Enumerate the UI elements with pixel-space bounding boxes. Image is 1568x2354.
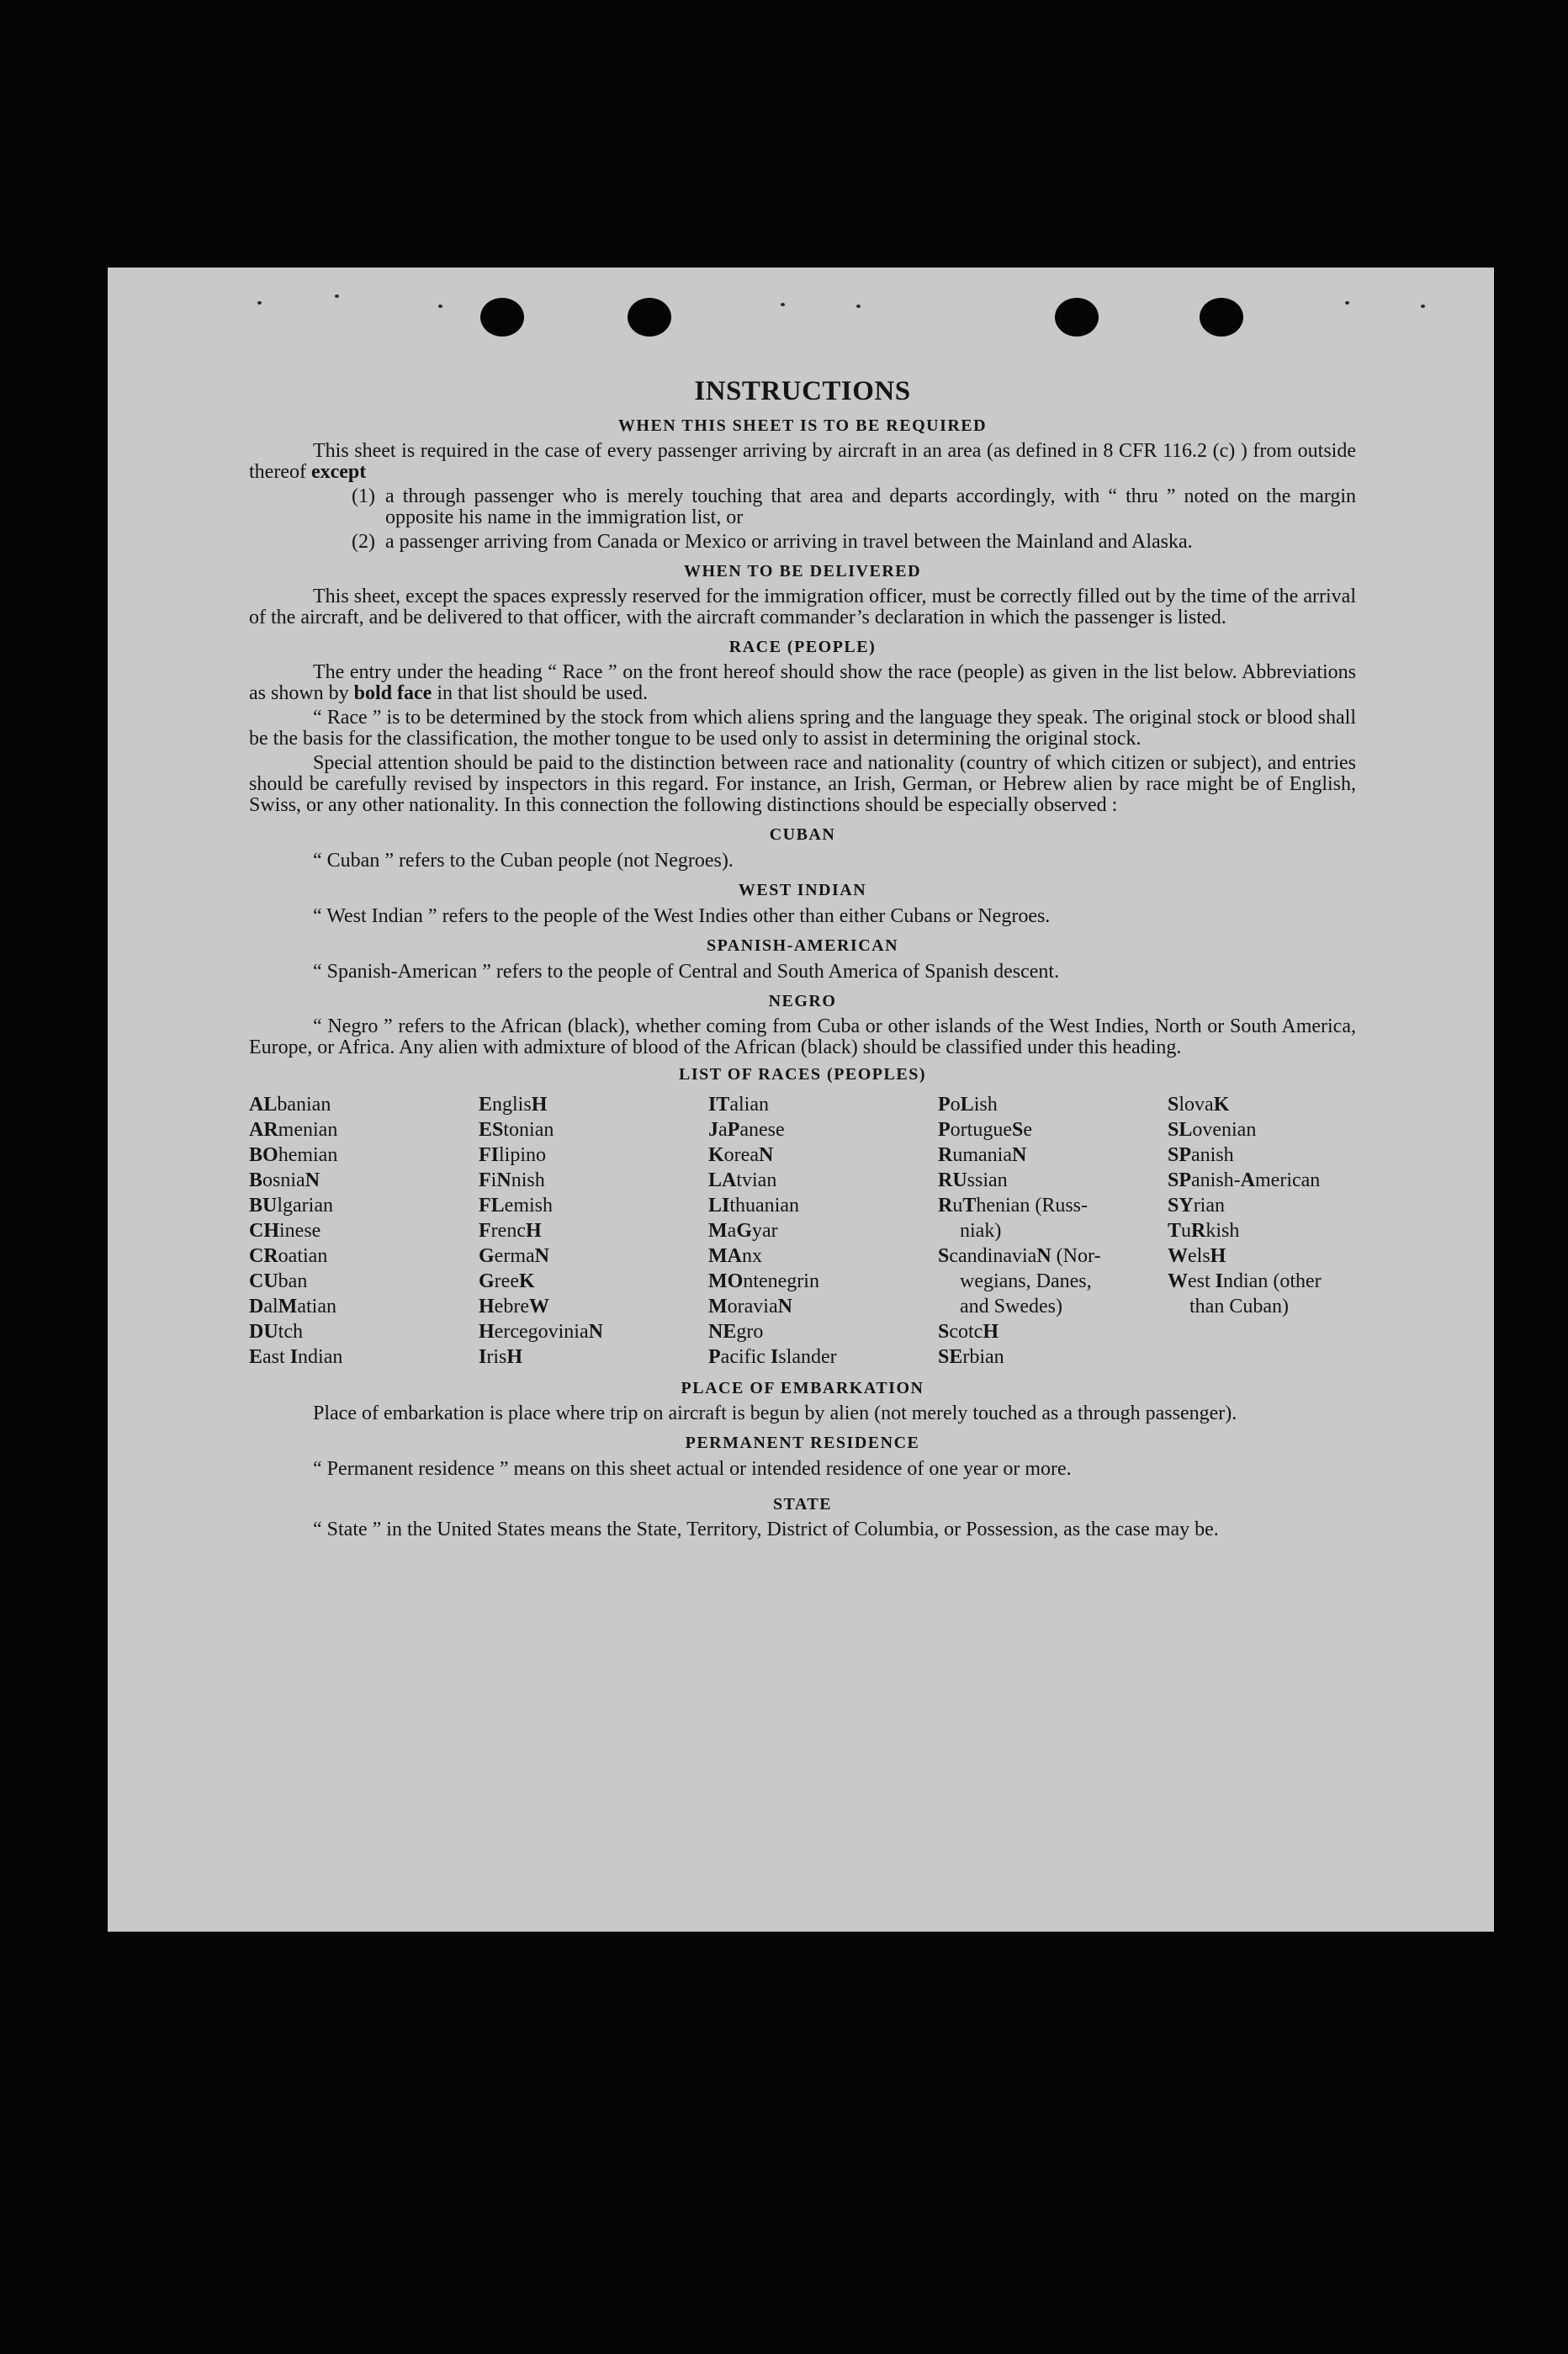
dust-speck (257, 301, 262, 305)
race-entry (708, 1243, 938, 1269)
race-abbrev: M (708, 1220, 728, 1242)
negro-text: “ Negro ” refers to the African (black), whether coming from Cuba or other islands of the West Indies, North or South America, Europe, or Africa. Any alien with admixture of blood of the African (black) should be classified under this heading. (249, 1015, 1356, 1058)
race-name-part: e (1023, 1119, 1032, 1141)
race-entry (249, 1344, 479, 1370)
dust-speck (781, 303, 785, 306)
race-entry (479, 1218, 708, 1243)
instructions-content (249, 375, 1356, 1540)
race-entry (249, 1243, 479, 1269)
race-entry (938, 1092, 1168, 1117)
race-abbrev: FL (479, 1195, 505, 1217)
race-abbrev: L (960, 1094, 974, 1116)
race-entry (249, 1092, 479, 1117)
punch-hole (628, 298, 671, 337)
exception-text: a passenger arriving from Canada or Mexico or arriving in travel between the Mainland and Alaska. (385, 531, 1193, 553)
race-entry (249, 1294, 479, 1319)
race-abbrev: MA (708, 1245, 742, 1267)
race-abbrev: AL (249, 1094, 278, 1116)
race-abbrev: IT (708, 1094, 730, 1116)
heading-list-of-races: LIST OF RACES (PEOPLES) (678, 1065, 926, 1084)
race-abbrev: E (479, 1094, 493, 1116)
race-entry (479, 1117, 708, 1143)
race-column (479, 1092, 708, 1370)
heading-when-delivered: WHEN TO BE DELIVERED (683, 562, 922, 581)
race-entry (1168, 1143, 1356, 1168)
race-column (938, 1092, 1168, 1370)
race-entry (1168, 1218, 1356, 1243)
race-name-part: slander (778, 1346, 837, 1368)
race-name-part: al (263, 1296, 278, 1317)
heading-west-indian: WEST INDIAN (738, 881, 867, 899)
heading-negro: NEGRO (768, 992, 837, 1010)
race-name-part: ndian (other (1223, 1270, 1322, 1292)
race-abbrev: AR (249, 1119, 278, 1141)
heading-permanent-residence: PERMANENT RESIDENCE (685, 1434, 920, 1452)
race-name-part: rian (1193, 1195, 1225, 1217)
race-abbrev: F (479, 1169, 491, 1191)
race-entry (938, 1117, 1168, 1143)
race-name-part: i (490, 1169, 497, 1191)
race-name-part: ssian (967, 1169, 1008, 1191)
race-entry (938, 1143, 1168, 1168)
race-name-part: ntenegrin (743, 1270, 819, 1292)
race-column (1168, 1092, 1356, 1370)
race-abbrev: K (1213, 1094, 1230, 1116)
race-entry (708, 1143, 938, 1168)
race-entry (1168, 1092, 1356, 1117)
race-paragraph-3: Special attention should be paid to the distinction between race and nationality (country of which citizen or subject), and entries should be carefully revised by inspectors in this regard. For instance, an Irish, German, or Hebrew alien by race might be of English, Swiss, or any other nationality. In this connection the following distinctions should be especially observed : (249, 752, 1356, 816)
race-abbrev: J (708, 1119, 718, 1141)
race-abbrev: D (249, 1296, 264, 1317)
race-entry (708, 1344, 938, 1370)
race-abbrev: S (938, 1321, 950, 1343)
race-abbrev: P (727, 1119, 740, 1141)
race-abbrev: P (938, 1119, 951, 1141)
punch-hole (1200, 298, 1243, 337)
races-list (249, 1092, 1356, 1370)
race-name-continuation: niak) (960, 1220, 1002, 1242)
race-name-part: a (718, 1119, 728, 1141)
race-abbrev: G (479, 1270, 495, 1292)
race-column (249, 1092, 479, 1370)
race-name-part: nglis (492, 1094, 532, 1116)
race-name-part: oatian (278, 1245, 328, 1267)
race-abbrev: W (528, 1296, 549, 1317)
race-name-part: anish (1191, 1144, 1234, 1166)
race-name-part: merican (1255, 1169, 1321, 1191)
exception-number: (2) (352, 531, 375, 553)
heading-when-required: WHEN THIS SHEET IS TO BE REQUIRED (617, 416, 988, 435)
race-abbrev: R (938, 1195, 953, 1217)
race-name-part: ercegovinia (494, 1321, 589, 1343)
race-abbrev: T (1168, 1220, 1182, 1242)
race-abbrev: H (1210, 1245, 1226, 1267)
race-abbrev: P (708, 1346, 721, 1368)
punch-hole (1055, 298, 1099, 337)
exception-item (249, 532, 1356, 553)
race-name-part: oravia (727, 1296, 778, 1317)
race-entry (479, 1143, 708, 1168)
race-entry (249, 1193, 479, 1218)
spanish-american-text: “ Spanish-American ” refers to the people of Central and South America of Spanish descent. (313, 961, 1060, 983)
race-entry (1168, 1269, 1356, 1319)
race-entry (249, 1319, 479, 1344)
race-abbrev: R (1191, 1220, 1206, 1242)
race-abbrev: I (770, 1346, 779, 1368)
race-name-part: anese (739, 1119, 785, 1141)
race-name-part: est (1188, 1270, 1216, 1292)
race-abbrev: R (938, 1144, 953, 1166)
cuban-text: “ Cuban ” refers to the Cuban people (not Negroes). (313, 850, 734, 872)
race-entry (708, 1117, 938, 1143)
race-entry (708, 1218, 938, 1243)
race-abbrev: SY (1168, 1195, 1194, 1217)
race-abbrev: LA (708, 1169, 737, 1191)
race-name-part: gro (736, 1321, 764, 1343)
heading-cuban: CUBAN (769, 825, 836, 844)
except-bold: except (310, 461, 367, 483)
race-abbrev: DU (249, 1321, 278, 1343)
race-name-part: ovenian (1192, 1119, 1257, 1141)
race-abbrev: I (1215, 1270, 1224, 1292)
race-entry (249, 1168, 479, 1193)
race-abbrev: N (588, 1321, 603, 1343)
punch-hole (480, 298, 524, 337)
when-required-intro (249, 441, 1356, 483)
race-entry (938, 1319, 1168, 1344)
race-entry (479, 1193, 708, 1218)
race-name-part: inese (279, 1220, 321, 1242)
race-abbrev: H (525, 1220, 542, 1242)
race-name-part: nish (511, 1169, 545, 1191)
race-abbrev: SP (1168, 1169, 1192, 1191)
race-abbrev: M (708, 1296, 728, 1317)
race-entry (1168, 1243, 1356, 1269)
race-name-part: henian (Russ- (976, 1195, 1089, 1217)
west-indian-text: “ West Indian ” refers to the people of the West Indies other than either Cubans or Negroes. (313, 905, 1051, 927)
race-abbrev: FI (479, 1144, 499, 1166)
race-entry (479, 1344, 708, 1370)
race-entry (1168, 1193, 1356, 1218)
race-name-part: atian (297, 1296, 336, 1317)
race-name-part: ast (262, 1346, 290, 1368)
race-abbrev: BU (249, 1195, 278, 1217)
race-abbrev: LI (708, 1195, 730, 1217)
dust-speck (1345, 301, 1349, 305)
race-name-part: tvian (736, 1169, 777, 1191)
race-name-part: u (1181, 1220, 1192, 1242)
document-page (108, 268, 1494, 1932)
race-paragraph-1 (249, 662, 1356, 704)
race-abbrev: H (479, 1321, 495, 1343)
race-entry (479, 1243, 708, 1269)
race-abbrev: BO (249, 1144, 278, 1166)
dust-speck (438, 305, 442, 308)
race-entry (249, 1269, 479, 1294)
exception-number: (1) (352, 485, 375, 507)
race-name-continuation: than Cuban) (1189, 1296, 1289, 1317)
dust-speck (856, 305, 861, 308)
race-name-part: o (950, 1094, 961, 1116)
race-abbrev: A (1240, 1169, 1256, 1191)
race-name-part: menian (278, 1119, 338, 1141)
state-text: “ State ” in the United States means the State, Territory, District of Columbia, or Possession, as the case may be. (313, 1519, 1219, 1540)
race-name-part: tonian (503, 1119, 554, 1141)
race-abbrev: N (1036, 1245, 1052, 1267)
when-required-intro-text: This sheet is required in the case of every passenger arriving by aircraft in an area (as defined in 8 CFR 116.2 (c) ) from outside thereof (249, 440, 1356, 483)
race-name-part: lgarian (277, 1195, 333, 1217)
race-abbrev: CU (249, 1270, 278, 1292)
race-abbrev: S (938, 1245, 950, 1267)
race-abbrev: W (1168, 1245, 1188, 1267)
race-abbrev: B (249, 1169, 263, 1191)
race-name-part: renc (490, 1220, 526, 1242)
bold-face-label: bold face (353, 682, 432, 704)
race-entry (1168, 1117, 1356, 1143)
place-of-embarkation-text: Place of embarkation is place where trip on aircraft is begun by alien (not merely touched as a through passenger). (313, 1402, 1237, 1424)
race-name-part: lipino (499, 1144, 547, 1166)
race-entry (249, 1117, 479, 1143)
race-entry (708, 1269, 938, 1294)
race-name-part: ebre (494, 1296, 529, 1317)
race-abbrev: N (758, 1144, 774, 1166)
race-entry (249, 1143, 479, 1168)
race-name-part: ish (973, 1094, 998, 1116)
race-name-part: rbian (962, 1346, 1004, 1368)
race-abbrev: H (983, 1321, 999, 1343)
race-name-part: anish- (1191, 1169, 1241, 1191)
race-name-part: candinavia (949, 1245, 1037, 1267)
race-column (708, 1092, 938, 1370)
race-name-part: umania (952, 1144, 1012, 1166)
race-name-part: ban (278, 1270, 308, 1292)
heading-race: RACE (PEOPLE) (728, 638, 877, 656)
race-name-part: osnia (262, 1169, 305, 1191)
race-abbrev: SP (1168, 1144, 1192, 1166)
race-abbrev: SE (938, 1346, 963, 1368)
race-name-part: orea (723, 1144, 759, 1166)
race-entry (249, 1218, 479, 1243)
race-name-part: emish (504, 1195, 553, 1217)
race-abbrev: N (305, 1169, 320, 1191)
race-abbrev: I (289, 1346, 299, 1368)
dust-speck (335, 294, 339, 298)
race-abbrev: K (708, 1144, 724, 1166)
race-abbrev: M (278, 1296, 298, 1317)
race-name-part: kish (1205, 1220, 1240, 1242)
heading-place-of-embarkation: PLACE OF EMBARKATION (681, 1379, 924, 1397)
race-name-part: u (952, 1195, 963, 1217)
race-entry (938, 1243, 1168, 1319)
race-name-part: hemian (278, 1144, 338, 1166)
race-entry (708, 1193, 938, 1218)
race-entry (938, 1193, 1168, 1243)
race-abbrev: N (534, 1245, 549, 1267)
dust-speck (1421, 305, 1425, 308)
race-abbrev: N (777, 1296, 792, 1317)
race-entry (938, 1344, 1168, 1370)
race-name-part: els (1188, 1245, 1210, 1267)
exception-item (249, 486, 1356, 528)
race-entry (1168, 1168, 1356, 1193)
race-name-part: ree (494, 1270, 519, 1292)
race-abbrev: S (1011, 1119, 1024, 1141)
race-abbrev: SL (1168, 1119, 1193, 1141)
race-entry (708, 1168, 938, 1193)
page-title: INSTRUCTIONS (694, 376, 911, 406)
race-entry (479, 1294, 708, 1319)
race-entry (708, 1092, 938, 1117)
race-name-part: ndian (298, 1346, 343, 1368)
race-abbrev: CR (249, 1245, 278, 1267)
race-p1-text: The entry under the heading “ Race ” on the front hereof should show the race (people) as given in the list below. Abbreviations as shown by (249, 661, 1356, 704)
race-entry (479, 1168, 708, 1193)
race-abbrev: CH (249, 1220, 279, 1242)
race-abbrev: P (938, 1094, 951, 1116)
race-name-part: tch (278, 1321, 303, 1343)
race-abbrev: H (531, 1094, 548, 1116)
race-abbrev: RU (938, 1169, 967, 1191)
race-abbrev: G (736, 1220, 752, 1242)
permanent-residence-text: “ Permanent residence ” means on this sheet actual or intended residence of one year or more. (313, 1458, 1072, 1480)
race-name-part: alian (729, 1094, 769, 1116)
exception-text: a through passenger who is merely touching that area and departs accordingly, with “ thru ” noted on the margin opposite his name in the immigration list, or (385, 485, 1356, 528)
race-abbrev: N (1011, 1144, 1027, 1166)
race-abbrev: K (518, 1270, 535, 1292)
heading-state: STATE (772, 1495, 833, 1514)
race-p1-tail: in that list should be used. (437, 682, 648, 704)
when-delivered-text: This sheet, except the spaces expressly reserved for the immigration officer, must be correctly filled out by the time of the arrival of the aircraft, and be delivered to that officer, with the aircraft commander’s declaration in which the passenger is listed. (249, 586, 1356, 628)
race-name-part: yar (751, 1220, 778, 1242)
race-name-part: (Nor- (1051, 1245, 1101, 1267)
race-abbrev: MO (708, 1270, 744, 1292)
race-entry (938, 1168, 1168, 1193)
race-name-continuation: and Swedes) (960, 1296, 1062, 1317)
race-name-part: ris (486, 1346, 507, 1368)
race-name-part: lova (1179, 1094, 1214, 1116)
race-abbrev: S (1168, 1094, 1179, 1116)
race-name-part: a (727, 1220, 737, 1242)
race-abbrev: H (479, 1296, 495, 1317)
race-abbrev: ES (479, 1119, 504, 1141)
race-abbrev: NE (708, 1321, 737, 1343)
race-name-part: cotc (949, 1321, 983, 1343)
race-name-part: acific (720, 1346, 771, 1368)
race-name-part: ortugue (950, 1119, 1012, 1141)
race-entry (708, 1319, 938, 1344)
race-abbrev: T (962, 1195, 977, 1217)
race-abbrev: F (479, 1220, 491, 1242)
heading-spanish-american: SPANISH-AMERICAN (706, 936, 899, 955)
race-entry (708, 1294, 938, 1319)
race-abbrev: E (249, 1346, 263, 1368)
race-entry (479, 1269, 708, 1294)
race-entry (479, 1092, 708, 1117)
race-abbrev: G (479, 1245, 495, 1267)
race-name-continuation: wegians, Danes, (960, 1270, 1092, 1292)
race-entry (479, 1319, 708, 1344)
race-abbrev: W (1168, 1270, 1188, 1292)
race-abbrev: I (479, 1346, 487, 1368)
race-paragraph-2: “ Race ” is to be determined by the stock from which aliens spring and the language they speak. The original stock or blood shall be the basis for the classification, the mother tongue to be used only to assist in determining the original stock. (249, 707, 1356, 750)
race-abbrev: N (496, 1169, 511, 1191)
race-name-part: banian (277, 1094, 331, 1116)
race-name-part: thuanian (729, 1195, 799, 1217)
race-name-part: erma (494, 1245, 535, 1267)
race-abbrev: H (506, 1346, 523, 1368)
race-name-part: nx (741, 1245, 762, 1267)
